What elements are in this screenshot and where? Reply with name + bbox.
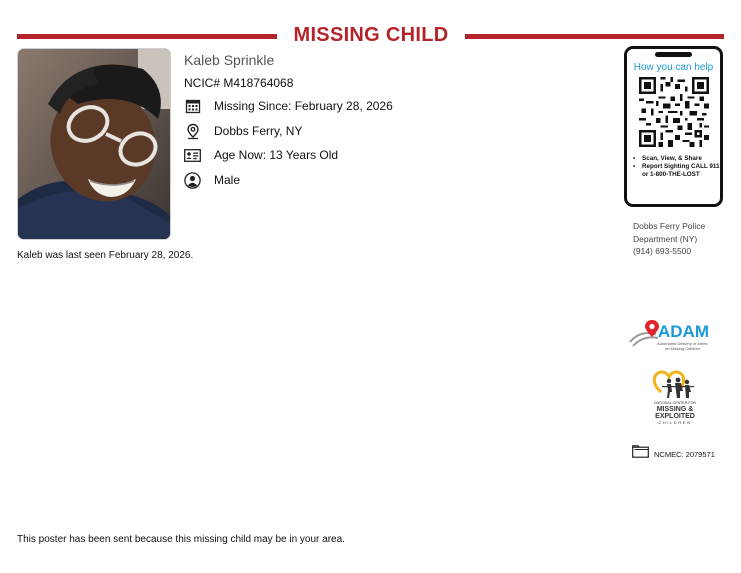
help-list — [633, 155, 721, 179]
ncmec-logo-line1: NATIONAL CENTER FOR — [654, 401, 696, 405]
ncmec-logo-line3: EXPLOITED — [655, 413, 695, 420]
adam-tagline-2: on Missing Children — [665, 346, 701, 351]
poster-footer: This poster has been sent because this missing child may be in your area. — [17, 534, 345, 545]
person-icon — [184, 172, 201, 189]
police-phone: (914) 693-5500 — [633, 246, 692, 256]
police-contact — [633, 220, 705, 258]
location-row — [184, 122, 303, 140]
location-pin-icon — [184, 123, 201, 140]
ncmec-logo-line2: MISSING & — [656, 406, 694, 413]
child-photo — [17, 48, 171, 240]
sex-text: Male — [214, 173, 241, 187]
calendar-icon — [184, 98, 201, 115]
help-phone-panel — [624, 46, 723, 207]
folder-icon — [632, 445, 649, 463]
adam-logo — [628, 318, 720, 354]
header-rule-right — [465, 34, 724, 39]
ncmec-id-text: NCMEC: 2079571 — [654, 449, 715, 459]
missing-since-row — [184, 97, 393, 115]
help-title: How you can help — [633, 62, 714, 73]
phone-notch — [655, 52, 692, 57]
ncmec-logo — [645, 368, 705, 426]
missing-since-text: Missing Since: February 28, 2026 — [214, 99, 393, 113]
police-name-line2: Department (NY) — [633, 233, 698, 244]
adam-title: ADAM — [658, 322, 709, 341]
sex-row — [184, 171, 241, 189]
header-rule-left — [17, 34, 277, 39]
last-seen-caption: Kaleb was last seen February 28, 2026. — [17, 250, 194, 261]
ncmec-logo-line4: CHILDREN — [658, 420, 692, 425]
help-item-report: • Report Sighting CALL 911 or 1-800-THE-LOST — [633, 163, 721, 179]
age-row — [184, 146, 339, 164]
adam-tagline-1: Automated Delivery of Alerts — [657, 341, 708, 346]
child-name: Kaleb Sprinkle — [184, 52, 275, 68]
ncic-number: NCIC# M418764068 — [184, 76, 294, 90]
location-text: Dobbs Ferry, NY — [214, 124, 303, 138]
help-item-share: • Scan, View, & Share — [633, 155, 721, 163]
qr-code[interactable] — [639, 77, 709, 147]
id-card-icon — [184, 147, 201, 164]
police-name-line1: Dobbs Ferry Police — [633, 221, 706, 231]
poster-title: MISSING CHILD — [293, 24, 449, 46]
ncmec-case-id — [632, 445, 715, 463]
age-text: Age Now: 13 Years Old — [214, 148, 339, 162]
